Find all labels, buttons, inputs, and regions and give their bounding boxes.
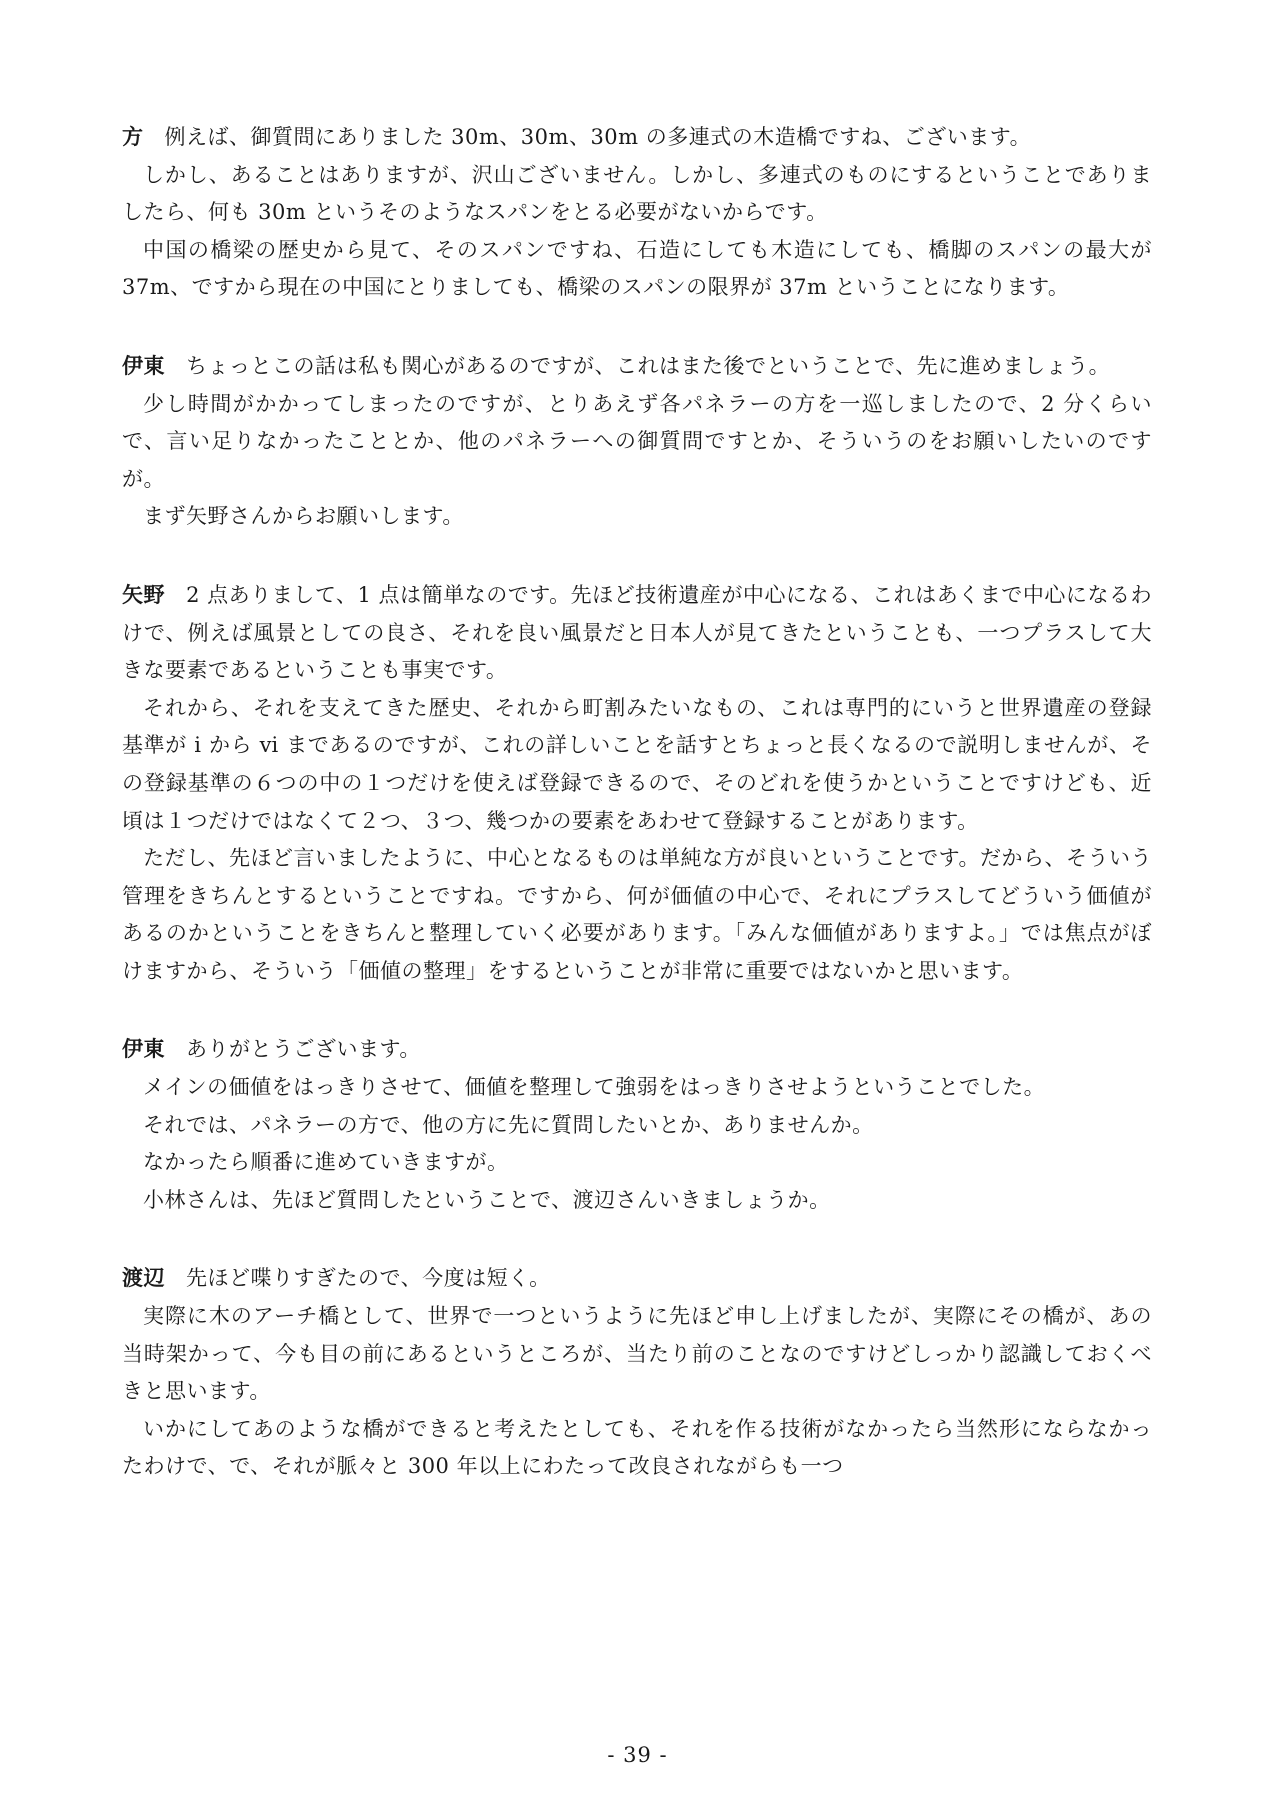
speaker-first-paragraph xyxy=(122,118,1152,157)
paragraph xyxy=(122,232,1152,307)
speaker-name: 方 xyxy=(122,124,144,149)
speaker-section xyxy=(122,347,1152,536)
paragraph xyxy=(122,1069,1152,1107)
paragraph-text: 例えば、御質問にありました 30m、30m、30m の多連式の木造橋ですね、ございます。 xyxy=(164,125,1032,149)
paragraph-text: 少し時間がかかってしまったのですが、とりあえず各パネラーの方を一巡しましたので、2 分くらいで、言い足りなかったこととか、他のパネラーへの御質問ですとか、そういうのをお願いしたいのですが。 xyxy=(122,391,1152,491)
paragraph-text: まず矢野さんからお願いします。 xyxy=(143,504,464,529)
speaker-name: 矢野 xyxy=(122,581,166,607)
paragraph-text: 実際に木のアーチ橋として、世界で一つというように先ほど申し上げましたが、実際にその橋が、あの当時架かって、今も目の前にあるというところが、当たり前のことなのですけどしっかり認識しておくべきと思います。 xyxy=(122,1304,1152,1404)
speaker-first-paragraph xyxy=(122,1259,1152,1298)
paragraph-text: それから、それを支えてきた歴史、それから町割みたいなもの、これは専門的にいうと世界遺産の登録基準が ⅰ から ⅵ まであるのですが、これの詳しいことを話すとちょっと長くなるので説明しませんが、その登録基準の６つの中の１つだけを使えば登録できるので、そのどれを使うかということですけども、近頃は１つだけではなくて２つ、３つ、幾つかの要素をあわせて登録することがあります。 xyxy=(122,695,1152,833)
paragraph-text: それでは、パネラーの方で、他の方に先に質問したいとか、ありませんか。 xyxy=(143,1112,874,1137)
speaker-name: 渡辺 xyxy=(122,1265,165,1291)
speaker-section xyxy=(122,1259,1152,1486)
paragraph xyxy=(122,1144,1152,1182)
paragraph-text: なかったら順番に進めていきますが。 xyxy=(143,1150,509,1175)
paragraph-text: ちょっとこの話は私も関心があるのですが、これはまた後でということで、先に進めましょう。 xyxy=(186,353,1111,378)
transcript-body xyxy=(122,118,1152,1526)
paragraph xyxy=(122,386,1152,499)
paragraph-text: しかし、あることはありますが、沢山ございません。しかし、多連式のものにするということでありましたら、何も 30m というそのようなスパンをとる必要がないからです。 xyxy=(122,162,1152,225)
paragraph xyxy=(122,690,1152,840)
paragraph-text: 小林さんは、先ほど質問したということで、渡辺さんいきましょうか。 xyxy=(143,1187,831,1212)
speaker-name: 伊東 xyxy=(122,352,165,378)
page-number: - 39 - xyxy=(607,1743,668,1767)
speaker-first-paragraph xyxy=(122,576,1152,690)
speaker-section xyxy=(122,1030,1152,1219)
paragraph xyxy=(122,1182,1152,1220)
paragraph xyxy=(122,157,1152,232)
speaker-section xyxy=(122,118,1152,307)
speaker-section xyxy=(122,576,1152,991)
speaker-first-paragraph xyxy=(122,347,1152,386)
paragraph-text: ただし、先ほど言いましたように、中心となるものは単純な方が良いということです。だから、そういう管理をきちんとするということですね。ですから、何が価値の中心で、それにプラスしてどういう価値があるのかということをきちんと整理していく必要があります。「みんな価値がありますよ。」では焦点がぼけますから、そういう「価値の整理」をするということが非常に重要ではないかと思います。 xyxy=(122,846,1152,983)
paragraph-text: 先ほど喋りすぎたので、今度は短く。 xyxy=(186,1266,551,1291)
paragraph xyxy=(122,1107,1152,1145)
paragraph xyxy=(122,1298,1152,1411)
speaker-name: 伊東 xyxy=(122,1036,165,1062)
paragraph-text: 2 点ありまして、1 点は簡単なのです。先ほど技術遺産が中心になる、これはあくまで中心になるわけで、例えば風景としての良さ、それを良い風景だと日本人が見てきたということも、一つプラスして大きな要素であるということも事実です。 xyxy=(122,582,1153,683)
paragraph xyxy=(122,1411,1152,1486)
paragraph-text: いかにしてあのような橋ができると考えたとしても、それを作る技術がなかったら当然形にならなかったわけで、で、それが脈々と 300 年以上にわたって改良されながらも一つ xyxy=(122,1416,1152,1479)
speaker-first-paragraph xyxy=(122,1030,1152,1069)
paragraph xyxy=(122,840,1152,990)
paragraph xyxy=(122,498,1152,536)
paragraph-text: 中国の橋梁の歴史から見て、そのスパンですね、石造にしても木造にしても、橋脚のスパンの最大が 37m、ですから現在の中国にとりましても、橋梁のスパンの限界が 37m ということになります。 xyxy=(122,237,1152,300)
paragraph-text: メインの価値をはっきりさせて、価値を整理して強弱をはっきりさせようということでした。 xyxy=(143,1075,1046,1100)
paragraph-text: ありがとうございます。 xyxy=(186,1037,421,1062)
